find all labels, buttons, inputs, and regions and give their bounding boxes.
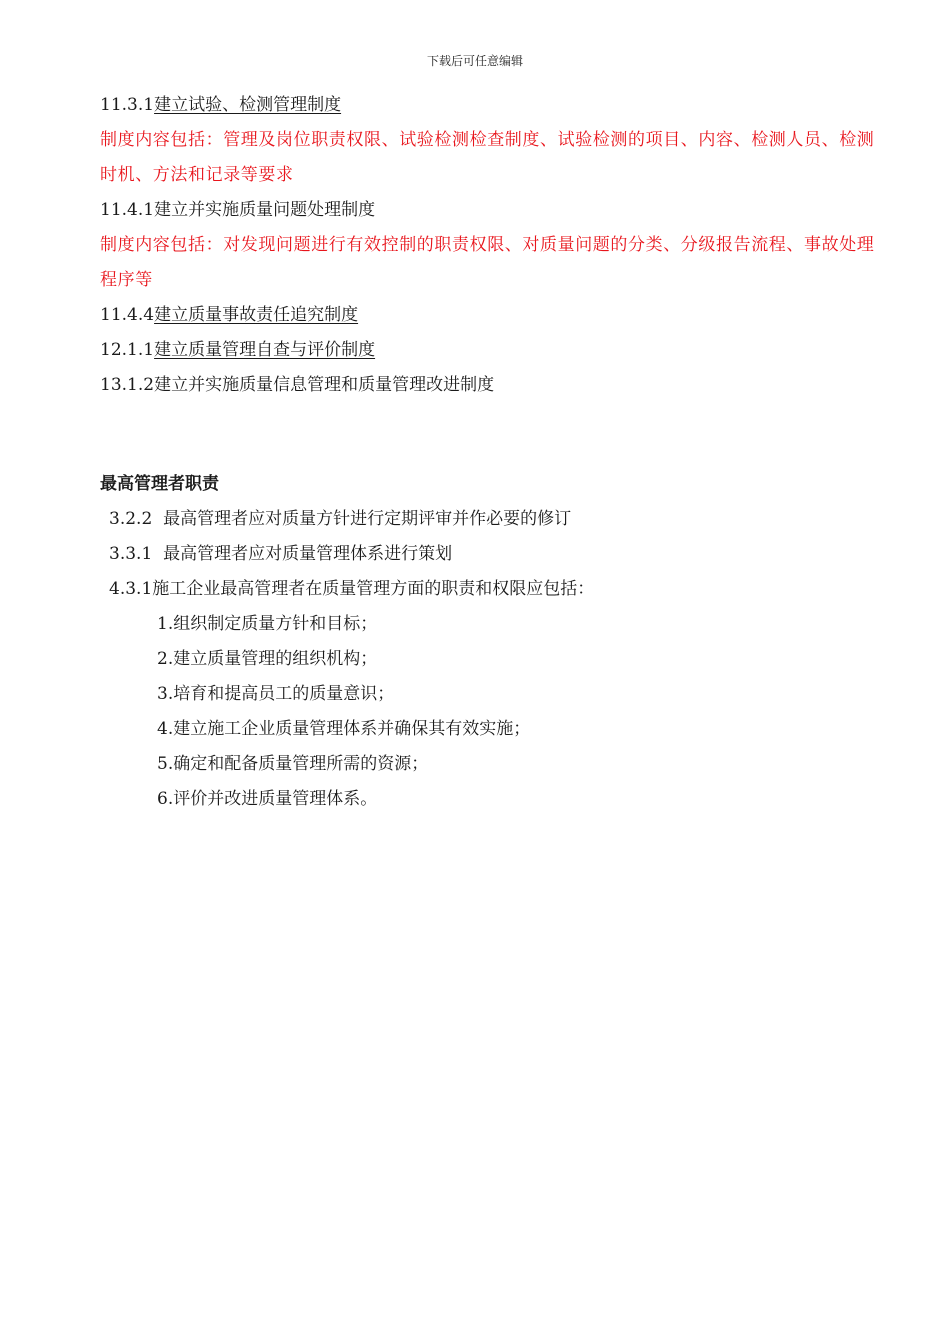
clause-text: 建立试验、检测管理制度 [154, 95, 342, 115]
list-item: 5.确定和配备质量管理所需的资源； [157, 754, 429, 774]
list-item: 3.培育和提高员工的质量意识； [157, 684, 395, 704]
clause-number: 12.1.1 [100, 340, 155, 360]
clause-number: 11.3.1 [100, 95, 155, 115]
clause-number: 3.2.2 [109, 509, 153, 529]
clause-text: 建立并实施质量问题处理制度 [154, 200, 376, 220]
clause-number: 13.1.2 [100, 375, 155, 395]
clause-text: 建立并实施质量信息管理和质量管理改进制度 [154, 375, 495, 395]
clause-11-4-1 [100, 193, 880, 228]
clause-12-1-1 [100, 333, 880, 368]
requirement-note-red: 制度内容包括：管理及岗位职责权限、试验检测检查制度、试验检测的项目、内容、检测人员、检测时机、方法和记录等要求 [100, 130, 875, 185]
requirement-note-red: 制度内容包括：对发现问题进行有效控制的职责权限、对质量问题的分类、分级报告流程、事故处理程序等 [100, 235, 875, 290]
clause-11-3-1 [100, 88, 880, 123]
clause-number: 3.3.1 [109, 544, 153, 564]
clause-number: 11.4.1 [100, 200, 155, 220]
list-item: 6.评价并改进质量管理体系。 [157, 789, 378, 809]
clause-3-3-1 [100, 537, 880, 572]
clause-text: 施工企业最高管理者在质量管理方面的职责和权限应包括： [152, 579, 595, 599]
clause-number: 4.3.1 [109, 579, 153, 599]
page-header-note: 下载后可任意编辑 [426, 54, 523, 68]
section-title: 最高管理者职责 [100, 474, 219, 494]
clause-text: 最高管理者应对质量管理体系进行策划 [163, 544, 453, 564]
clause-text: 最高管理者应对质量方针进行定期评审并作必要的修订 [163, 509, 572, 529]
list-item: 1.组织制定质量方针和目标； [157, 614, 378, 634]
clause-3-2-2 [100, 502, 880, 537]
document-body [100, 88, 880, 817]
list-item: 4.建立施工企业质量管理体系并确保其有效实施； [157, 719, 531, 739]
clause-text: 建立质量管理自查与评价制度 [154, 340, 376, 360]
clause-11-4-4 [100, 298, 880, 333]
clause-4-3-1 [100, 572, 880, 607]
clause-text: 建立质量事故责任追究制度 [154, 305, 359, 325]
list-item: 2.建立质量管理的组织机构； [157, 649, 378, 669]
clause-13-1-2 [100, 368, 880, 403]
clause-number: 11.4.4 [100, 305, 155, 325]
